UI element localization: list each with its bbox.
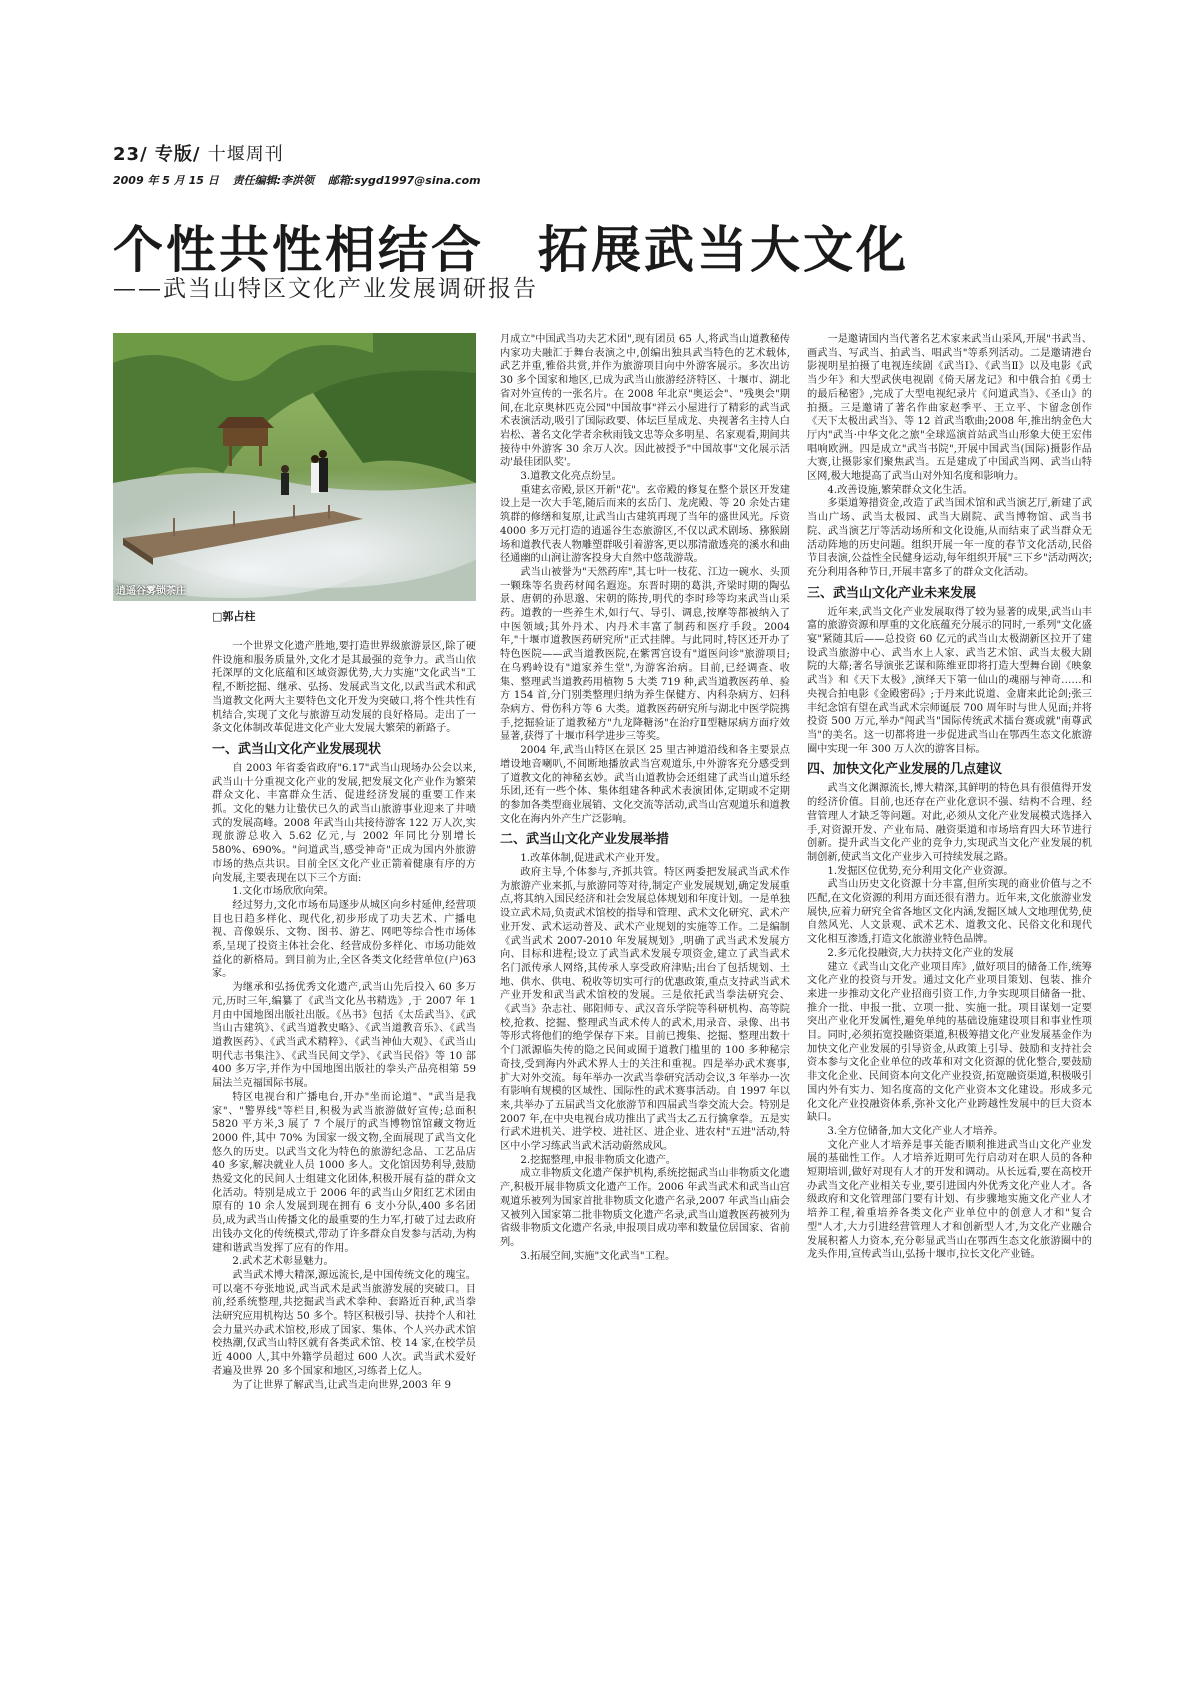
- masthead: [113, 140, 1103, 188]
- body-paragraph: 3.拓展空间,实施"文化武当"工程。: [520, 1250, 676, 1262]
- article-column-1: [212, 640, 476, 1392]
- body-paragraph: 为继承和弘扬优秀文化遗产,武当山先后投入 60 多万元,历时三年,编纂了《武当文化丛书精选》,于 2007 年 1 月由中国地图出版社出版。《丛书》包括《太岳武当》、《武当山古建筑》、《武当道教史略》、《武当道教音乐》、《武当道教医药》、《武当武术精粹》、《武当神仙大观》、《武当山明代志书集注》、《武当民间文学》、《武当民俗》等 10 部 400 多万字,并作为中国地图出版社的拳头产品亮相第 59 届法兰克福国际书展。: [212, 982, 476, 1090]
- body-paragraph: 1.改革体制,促进武术产业开发。: [520, 853, 666, 865]
- title-part-2: 拓展武当大文化: [538, 220, 909, 279]
- body-paragraph: 武当文化渊源流长,博大精深,其鲜明的特色具有很值得开发的经济价值。目前,也还存在产业化意识不强、结构不合理、经营管理人才缺乏等问题。对此,必须从文化产业发展模式选择入手,对资源开发、产业布局、融资渠道和市场培育四大环节进行创新。提升武当文化产业的竞争力,实现武当文化产业发展的机制创新,使武当文化产业步入可持续发展之路。: [807, 783, 1092, 863]
- body-paragraph: 文化产业人才培养是事关能否顺利推进武当山文化产业发展的基础性工作。人才培养近期可先行启动对在职人员的各种短期培训,做好对现有人才的开发和调动。从长远看,要在高校开办武当文化产业相关专业,要引进国内外优秀文化产业人才。各级政府和文化管理部门要有计划、有步骤地实施文化产业人才培养工程,着重培养各类文化产业单位中的创意人才和"复合型"人才,大力引进经营管理人才和创新型人才,为文化产业融合发展积蓄人力资本,充分彰显武当山在鄂西生态文化旅游圈中的龙头作用,宣传武当山,弘扬十堰市,拉长文化产业链。: [807, 1139, 1092, 1261]
- body-paragraph: 一是邀请国内当代著名艺术家来武当山采风,开展"书武当、画武当、写武当、拍武当、唱武当"等系列活动。二是邀请港台影视明星拍摄了电视连续剧《武当Ⅰ》、《武当Ⅱ》以及电影《武当少年》和大型武侠电视剧《倚天屠龙记》和中俄合拍《勇士的最后秘密》,完成了大型电视纪录片《问道武当》、《圣山》的拍摄。三是邀请了著名作曲家赵季平、王立平、卞留念创作《天下太极出武当》、等 12 首武当歌曲;2008 年,推出纳金色大厅内"武当·中华文化之旅"全球巡演首站武当山形象大使王宏伟唱响欧洲。四是成立"武当书院",开展中国武当(国际)摄影作品大赛,让摄影家们聚焦武当。五是建成了中国武当网、武当山特区网,极大地提高了武当山对外知名度和影响力。: [807, 334, 1092, 483]
- editor-email: 邮箱:sygd1997@sina.com: [327, 174, 481, 187]
- body-paragraph: 3.全方位储备,加大文化产业人才培养。: [827, 1125, 1004, 1137]
- body-paragraph: 月成立"中国武当功夫艺术团",现有团员 65 人,将武当山道教秘传内家功夫融汇于舞台表演之中,创编出独具武当特色的艺术载体,武艺并重,雅俗共赏,并作为旅游项目向中外游客展示。多次出访 30 多个国家和地区,已成为武当山旅游经济特区、十堰市、湖北省对外宣传的一张名片。在 2008 年北京"奥运会"、"残奥会"期间,在北京奥林匹克公园"中国故事"祥云小屋进行了精彩的武当武术表演活动,吸引了国际政要、体坛巨星成龙、央视著名主持人白岩松、著名文化学者余秋雨钱文忠等众多明星、名家观看,期间共接待中外游客 30 余万人次。因此被授予"中国故事"文化展示活动'最佳团队奖'。: [500, 334, 790, 469]
- body-paragraph: 为了让世界了解武当,让武当走向世界,2003 年 9: [232, 1379, 451, 1391]
- issue-info: [113, 172, 1103, 188]
- page-header: 23/ 专版/ 十堰周刊: [113, 144, 284, 165]
- body-paragraph: 近年来,武当文化产业发展取得了较为显著的成果,武当山丰富的旅游资源和厚重的文化底蕴充分展示的同时,一系列"文化盛宴"紧随其后——总投资 60 亿元的武当山太极湖新区拉开了建设武当旅游中心、武当水上人家、武当艺术馆、武当太极大剧院的大幕;著名导演张艺谋和陈维亚即将打造大型舞台剧《映象武当》和《天下太极》,演绎天下第一仙山的魂丽与神奇……和央视合拍电影《金殿密码》;于丹来此说道、金庸来此论剑;张三丰纪念馆有望在武当武术宗师诞辰 700 周年时与世人见面;并将投资 500 万元,举办"闯武当"国际传统武术擂台赛或就"南尊武当"的美名。这一切都将进一步促进武当山在鄂西生态文化旅游圈中实现一年 300 万人次的游客目标。: [807, 606, 1092, 755]
- editor-credit: 责任编辑:李洪领: [232, 174, 314, 187]
- body-paragraph: 经过努力,文化市场布局逐步从城区向乡村延伸,经营项目也日趋多样化、现代化,初步形成了功夫艺术、广播电视、音像娱乐、文物、图书、游艺、网吧等综合性市场体系,呈现了投资主体社会化、经营成份多样化、市场功能效益化的新格局。到目前为止,全区各类文化经营单位(户)63家。: [212, 899, 476, 980]
- article-photo: [113, 333, 476, 601]
- body-paragraph: 2004 年,武当山特区在景区 25 里古神道沿线和各主要景点增设地音喇叭,不间断地播放武当宫观道乐,中外游客充分感受到了道教文化的神秘玄妙。武当山道教协会还组建了武当山道乐经乐团,还有一些个体、集体组建各种武术表演团体,定期或不定期的参加各类型商业展销、文化交流等活动,武当山宫观道乐和道教文化在海内外产生广泛影响。: [500, 745, 790, 825]
- body-paragraph: 武当山被誉为"天然药库",其七叶一枝花、江边一碗水、头顶一颗珠等名贵药材闻名遐迩。东晋时期的葛洪,齐梁时期的陶弘景、唐朝的孙思邈、宋朝的陈抟,明代的李时珍等均来武当山采药。道教的一些养生术,如行气、导引、调息,按摩等都被纳入了中医领域;其外丹术、内丹术丰富了制药和医疗手段。2004 年,"十堰市道教医药研究所"正式挂牌。与此同时,特区还开办了特色医院——武当道教医院,在紫霄宫设有"道医问诊"旅游项目;在乌鸦岭设有"道家养生堂",为游客治病。目前,已经调查、收集、整理武当道教药用植物 5 大类 719 种,武当道教医药单、验方 154 首,分门别类整理归纳为养生保健方、内科杂病方、妇科杂病方、骨伤科方等 6 大类。道教医药研究所与湖北中医学院携手,挖掘验证了道教秘方"九龙降糖汤"在治疗Ⅱ型糖尿病方面疗效显著,获得了十堰市科学进步三等奖。: [500, 566, 790, 743]
- author-byline: □郭占柱: [212, 610, 256, 623]
- article-column-3: [807, 333, 1092, 1262]
- body-paragraph: 自 2003 年省委省政府"6.17"武当山现场办公会以来,武当山十分重视文化产业的发展,把发展文化产业作为繁荣群众文化、丰富群众生活、促进经济发展的重要工作来抓。文化的魅力让蛰伏已久的武当山旅游事业迎来了井喷式的发展高峰。2008 年武当山共接待游客 122 万人次,实现旅游总收入 5.62 亿元,与 2002 年同比分别增长 580%、690%。"问道武当,感受神奇"正成为国内外旅游市场的热点共识。目前全区文化产业正箭着健康有序的方向发展,主要表现在以下三个方面:: [212, 762, 476, 884]
- body-paragraph: 政府主导,个体参与,齐抓共管。特区两委把发展武当武术作为旅游产业来抓,与旅游同等对待,制定产业发展规划,确定发展重点,将其纳入国民经济和社会发展总体规划和年度计划。一是单独设立武术局,负责武术馆校的指导和管理、武术文化研究、武术产业开发、武术运动普及、武术产业规划的实施等工作。二是编制《武当武术 2007-2010 年发展规划》,明确了武当武术发展方向、目标和进程;设立了武当武术发展专项资金,建立了武当武术名门派传承人网络,其传承人享受政府津贴;出台了包括规划、土地、供水、供电、税收等切实可行的优惠政策,重点支持武当武术产业开发和武当武术馆校的发展。三是依托武当拳法研究会、《武当》杂志社、郧阳师专、武汉音乐学院等科研机构、高等院校,抢救、挖掘、整理武当武术传人的武术,用录音、录像、出书等形式将他们的绝学保存下来。目前已搜集、挖掘、整理出数十个门派源临失传的隐之民间或囿于道教门槛里的 100 多种秘宗奇技,受到海内外武术界人士的关注和重视。四是举办武术赛事,扩大对外交流。每年举办一次武当拳研究活动会议,3 年举办一次有影响有规模的区域性、国际性的武术赛事活动。自 1997 年以来,共举办了五届武当文化旅游节和四届武当拳交流大会。特别是 2007 年,在中央电视台成功推出了武当太乙五行擒拿拳。五是实行武术进机关、进学校、进社区、进企业、进农村"五进"活动,特区中小学习练武当武术活动蔚然成风。: [500, 867, 790, 1153]
- body-paragraph: 1.发掘区位优势,充分利用文化产业资源。: [827, 865, 1014, 877]
- section-heading: 三、武当山文化产业未来发展: [807, 585, 977, 601]
- body-paragraph: 武当山历史文化资源十分丰富,但所实现的商业价值与之不匹配,在文化资源的利用方面还很有潜力。近年来,文化旅游业发展快,应着力研究全省各地区文化内涵,发掘区域人文地理优势,使自然风光、人文景观、武术艺术、道教文化、民俗文化和现代文化相互渗透,打造文化旅游业特色品牌。: [807, 879, 1092, 946]
- body-paragraph: 2.挖掘整理,申报非物质文化遗产。: [520, 1154, 676, 1166]
- body-paragraph: 4.改善设施,繁荣群众文化生活。: [827, 484, 973, 496]
- section-name: 专版: [154, 144, 193, 165]
- body-paragraph: 多渠道筹措资金,改造了武当国术馆和武当演艺厅,新建了武当山广场、武当太极园、武当大剧院、武当博物馆、武当书院、武当演艺厅等活动场所和文化设施,从而结束了武当群众无活动阵地的历史问题。组织开展一年一度的春节文化活动,民俗节目表演,公益性全民健身运动,每年组织开展"三下乡"活动两次;充分利用各种节日,开展丰富多了的群众文化活动。: [807, 498, 1092, 578]
- body-paragraph: 成立非物质文化遗产保护机构,系统挖掘武当山非物质文化遗产,积极开展非物质文化遗产工作。2006 年武当武术和武当山宫观道乐被列为国家首批非物质文化遗产名录,2007 年武当山庙会又被列入国家第二批非物质文化遗产名录,武当山道教医药被列为省级非物质文化遗产名录,申报项目成功率和数量位居国家、省前列。: [500, 1168, 790, 1248]
- paper-name: 十堰周刊: [207, 144, 284, 165]
- section-heading: 二、武当山文化产业发展举措: [500, 832, 670, 848]
- issue-date: 2009 年 5 月 15 日: [113, 174, 219, 187]
- section-heading: 一、武当山文化产业发展现状: [212, 741, 382, 757]
- body-paragraph: 武当武术博大精深,源远流长,是中国传统文化的瑰宝。可以毫不夸张地说,武当武术是武当旅游发展的突破口。目前,经系统整理,共挖掘武当武术拳种、套路近百种,武当拳法研究应用机构达 50 多个。特区积极引导、扶持个人和社会力量兴办武术馆校,形成了国家、集体、个人兴办武术馆校热潮,仅武当山特区就有各类武术馆、校 14 家,在校学员近 4000 人,其中外籍学员超过 600 人次。武当武术爱好者遍及世界 20 多个国家和地区,习练者上亿人。: [212, 1269, 476, 1377]
- body-paragraph: 2.多元化投融资,大力扶持文化产业的发展: [827, 947, 1014, 959]
- body-paragraph: 一个世界文化遗产胜地,要打造世界级旅游景区,除了硬件设施和服务质量外,文化才是其最强的竞争力。武当山依托深厚的文化底蕴和区域资源优势,大力实施"文化武当"工程,不断挖掘、继承、弘扬、发展武当文化,以武当武术和武当道教文化两大主要特色文化开发为突破口,将个性共性有机结合,实现了文化与旅游互动发展的良好格局。走出了一条文化体制改革促进文化产业大发展大繁荣的新路子。: [212, 641, 476, 735]
- body-paragraph: 3.道教文化亮点纷呈。: [520, 471, 622, 483]
- body-paragraph: 重建玄帝殿,景区开新"花"。玄帝殿的修复在整个景区开发建设上是一次大手笔,随后而来的玄岳门、龙虎殿、等 20 余处古建筑群的修缮和复原,让武当山古建筑再现了当年的盛世风光。斥资 4000 多万元打造的逍遥谷生态旅游区,不仅以武术剧场、猕猴剧场和道教代表人物雕塑群吸引着游客,更以那清澈透亮的溪水和曲径通幽的山涧让游客投身大自然中悠哉游哉。: [500, 484, 790, 565]
- body-paragraph: 1.文化市场欣欣向荣。: [232, 886, 334, 898]
- photo-caption: 逍遥谷雾锁茶庄: [116, 586, 186, 597]
- body-paragraph: 特区电视台和广播电台,开办"坐而论道"、"武当是我家"、"警界线"等栏目,积极为武当旅游做好宣传;总面积 5820 平方米,3 展了 7 个展厅的武当博物馆馆藏文物近 2000 件,其中 70% 为国家一级文物,全面展现了武当文化悠久的历史。以武当文化为特色的旅游纪念品、工艺品店 40 多家,解决就业人员 1000 多人。文化馆因势利导,鼓励热爱文化的民间人士组建文化团体,积极开展有益的群众文化活动。特别是成立于 2006 年的武当山夕阳红艺术团由原有的 10 余人发展到现在拥有 6 支小分队,400 多名团员,成为武当山传播文化的最重要的生力军,打破了过去政府出钱办文化的传统模式,带动了许多群众自发参与活动,为构建和谐武当发挥了应有的作用。: [212, 1091, 476, 1254]
- section-heading: 四、加快文化产业发展的几点建议: [807, 762, 1003, 778]
- body-paragraph: 建立《武当山文化产业项目库》,做好项目的储备工作,统筹文化产业的投资与开发。通过文化产业项目策划、包装、推介来进一步推动文化产业招商引资工作,力争实现项目储备一批、推介一批、申报一批、立项一批、实施一批。项目谋划一定要突出产业化开发属性,避免单纯的基础设施建设项目和事业性项目。同时,必须拓宽投融资渠道,积极筹措文化产业发展基金作为加快文化产业发展的引导资金,从政策上引导、鼓励和支持社会资本参与文化企业单位的改革和对文化资源的优化整合,要鼓励非文化企业、民间资本向文化产业投资,拓宽融资渠道,积极吸引国内外有实力、知名度高的文化产业资本文化建设。形成多元化文化产业投融资体系,弥补文化产业跨越性发展中的巨大资本缺口。: [807, 961, 1092, 1124]
- body-paragraph: 2.武术艺术彰显魅力。: [232, 1256, 334, 1268]
- title-part-1: 个性共性相结合: [113, 220, 484, 279]
- page-number: 23: [113, 144, 141, 165]
- misty-teahouse-illustration: [113, 333, 476, 601]
- article-subtitle: ——武当山特区文化产业发展调研报告: [113, 276, 538, 302]
- article-column-2: [500, 333, 790, 1263]
